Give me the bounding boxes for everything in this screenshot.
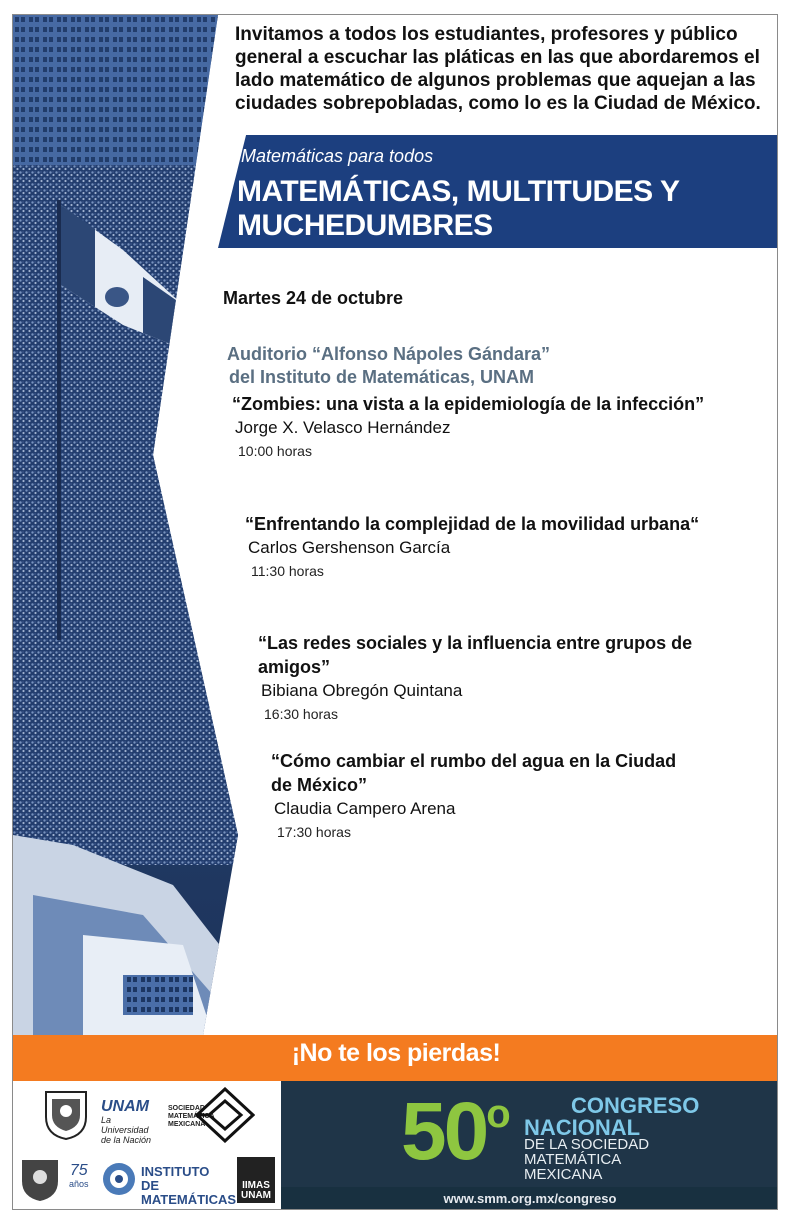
congreso-panel (281, 1081, 778, 1210)
unam-shield-icon (43, 1089, 89, 1141)
venue-line-1: Auditorio “Alfonso Nápoles Gándara” (227, 344, 551, 364)
venue (227, 343, 550, 389)
congreso-number: 50$^o$ (401, 1086, 508, 1177)
congreso-line-1: CONGRESO (571, 1093, 700, 1118)
talk-time: 17:30 horas (277, 824, 351, 840)
talk-speaker: Claudia Campero Arena (274, 799, 456, 818)
talk-speaker: Jorge X. Velasco Hernández (235, 418, 451, 437)
talk-speaker: Bibiana Obregón Quintana (261, 681, 463, 700)
talk-title: “Las redes sociales y la influencia entre grupos de amigos” (258, 633, 693, 677)
series-subtitle: Matemáticas para todos (241, 146, 434, 166)
sponsor-logos (13, 1081, 281, 1210)
unam-logo: UNAM La Universidad de la Nación (101, 1099, 161, 1145)
im-name: INSTITUTO DE MATEMÁTICAS (141, 1164, 237, 1207)
smm-cube-icon (195, 1087, 255, 1143)
event-date: Martes 24 de octubre (223, 288, 404, 308)
congreso-url-link[interactable]: www.smm.org.mx/congreso (281, 1187, 778, 1210)
talk-speaker: Carlos Gershenson García (248, 538, 451, 557)
talk-4 (271, 749, 701, 843)
iimas-logo: IIMAS UNAM (237, 1157, 275, 1203)
congreso-line-2: NACIONAL (524, 1115, 641, 1140)
poster (12, 14, 778, 1210)
talk-2 (245, 512, 745, 582)
talk-title: “Enfrentando la complejidad de la movilidad urbana“ (245, 514, 700, 534)
talk-1 (232, 392, 752, 462)
talk-title: “Zombies: una vista a la epidemiología de la infección” (232, 394, 705, 414)
talk-3 (258, 631, 758, 725)
smm-label: SOCIEDAD MATEMÁTICA MEXICANA (168, 1105, 215, 1128)
congreso-line-3: DE LA SOCIEDAD MATEMÁTICA MEXICANA (524, 1136, 650, 1183)
talk-time: 11:30 horas (251, 563, 324, 579)
im-years: 75 años (69, 1162, 89, 1189)
talk-time: 10:00 horas (238, 443, 312, 459)
talk-time: 16:30 horas (264, 706, 338, 722)
unam-tagline: La Universidad de la Nación (101, 1115, 152, 1145)
talk-title: “Cómo cambiar el rumbo del agua en la Ciudad de México” (271, 751, 677, 795)
event-title: MATEMÁTICAS, MULTITUDES Y MUCHEDUMBRES (237, 175, 679, 242)
venue-line-2: del Instituto de Matemáticas, UNAM (229, 367, 535, 387)
im-logo-icon (101, 1161, 137, 1197)
intro-text: Invitamos a todos los estudiantes, profesores y público general a escuchar las pláticas en las que abordaremos el lado matemático de algunos problemas que aquejan a las ciudades sobrepobladas, como lo es la Ciudad de México. (235, 24, 761, 114)
unam-crest-icon (19, 1157, 61, 1203)
cta-text: ¡No te los pierdas! (291, 1039, 501, 1067)
